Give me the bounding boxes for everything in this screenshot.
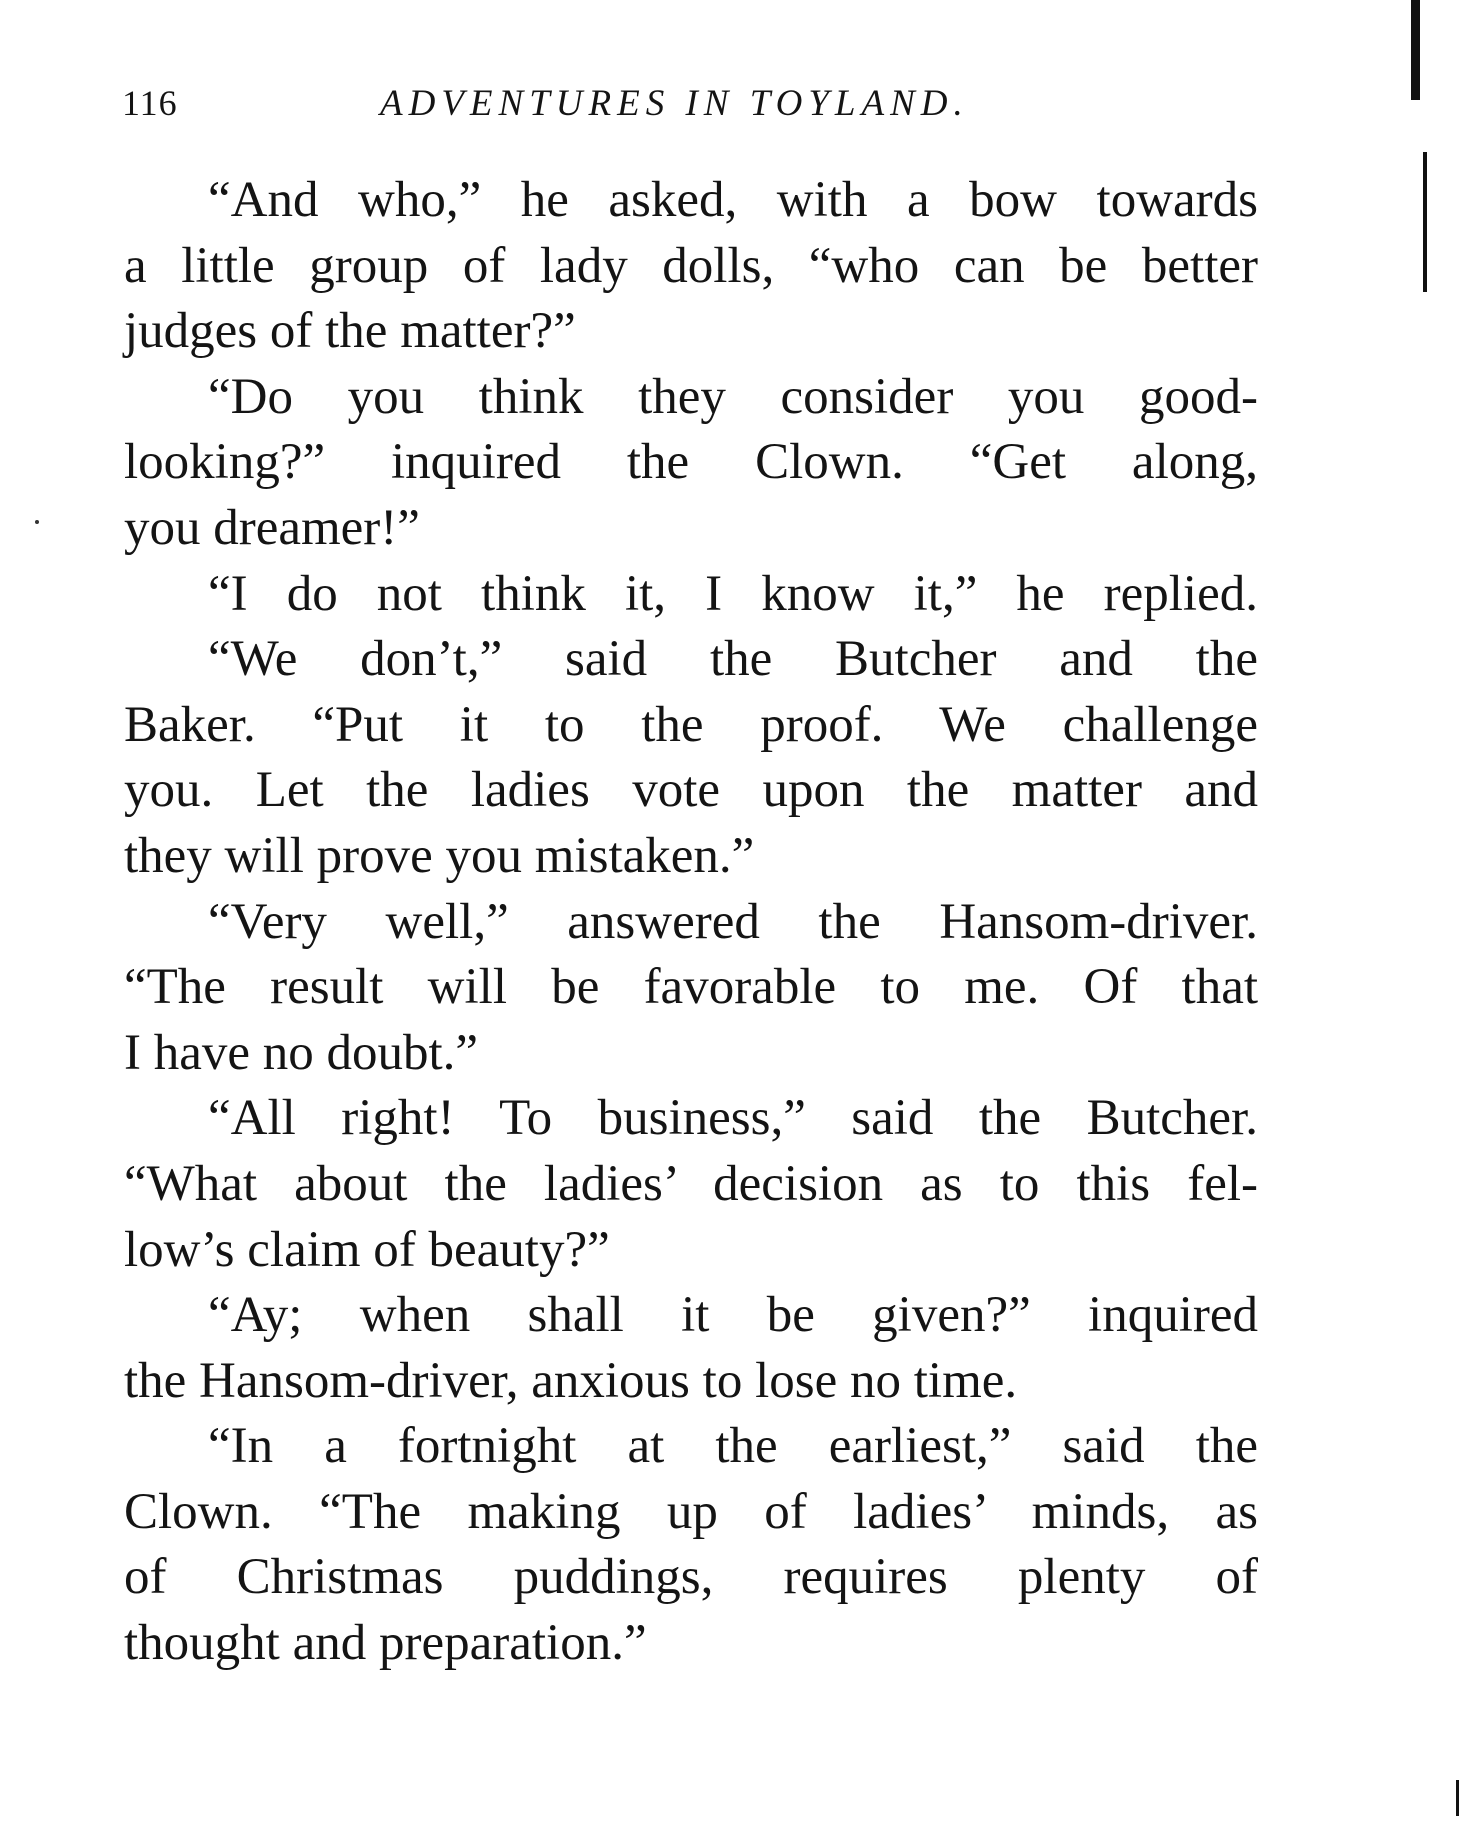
text-line: “The result will be favorable to me. Of that [124, 959, 1258, 1016]
text-line: Baker. “Put it to the proof. We challenge [124, 696, 1258, 753]
page-header [122, 82, 1262, 132]
running-title: ADVENTURES IN TOYLAND. [380, 83, 969, 124]
text-line: you dreamer!” [124, 499, 420, 556]
body-text [124, 168, 1258, 1677]
text-line: I have no doubt.” [124, 1024, 479, 1081]
text-line: they will prove you mistaken.” [124, 827, 755, 884]
text-line: “Do you think they consider you good- [208, 368, 1258, 425]
text-line: “All right! To business,” said the Butcher. [208, 1090, 1258, 1147]
text-line: “We don’t,” said the Butcher and the [208, 631, 1258, 688]
text-line: thought and preparation.” [124, 1615, 647, 1672]
text-line: you. Let the ladies vote upon the matter and [124, 762, 1258, 819]
text-line: a little group of lady dolls, “who can be better [124, 237, 1258, 294]
scan-edge-mark-top [1411, 0, 1420, 100]
text-line: “Ay; when shall it be given?” inquired [208, 1287, 1258, 1344]
text-line: Clown. “The making up of ladies’ minds, as [124, 1483, 1258, 1540]
text-line: “In a fortnight at the earliest,” said the [208, 1418, 1258, 1475]
scan-edge-mark-bottom [1456, 1780, 1459, 1816]
text-line: “Very well,” answered the Hansom-driver. [208, 893, 1258, 950]
text-line: low’s claim of beauty?” [124, 1221, 610, 1278]
text-line: judges of the matter?” [124, 303, 576, 360]
text-line: “And who,” he asked, with a bow towards [208, 172, 1258, 228]
scan-edge-mark-middle [1423, 152, 1427, 292]
page-number: 116 [122, 83, 178, 123]
text-line: “What about the ladies’ decision as to this fel- [124, 1155, 1258, 1212]
scan-speck [35, 520, 39, 524]
text-line: the Hansom-driver, anxious to lose no time. [124, 1352, 1018, 1409]
text-line: looking?” inquired the Clown. “Get along, [124, 434, 1258, 491]
text-line: “I do not think it, I know it,” he replied. [208, 565, 1258, 622]
text-line: of Christmas puddings, requires plenty of [124, 1549, 1258, 1606]
